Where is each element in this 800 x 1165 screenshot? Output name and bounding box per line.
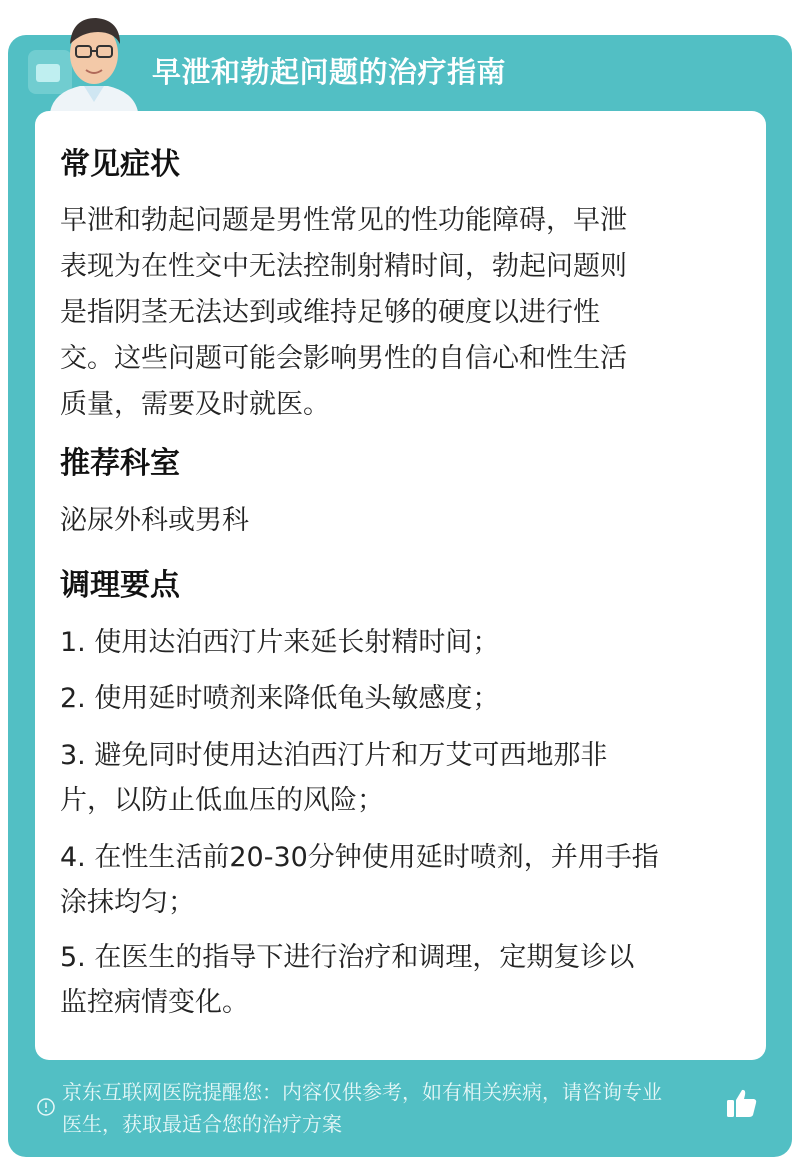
care-item-line: 5. 在医生的指导下进行治疗和调理，定期复诊以 — [60, 942, 635, 973]
care-item-line: 1. 使用达泊西汀片来延长射精时间； — [60, 627, 500, 658]
care-item-line: 4. 在性生活前20-30分钟使用延时喷剂，并用手指 — [60, 842, 659, 873]
care-heading: 调理要点 — [60, 568, 180, 603]
disclaimer — [62, 1076, 727, 1140]
department-heading: 推荐科室 — [60, 446, 180, 481]
care-item-line: 2. 使用延时喷剂来降低龟头敏感度； — [60, 683, 500, 714]
disclaimer-line: 京东互联网医院提醒您：内容仅供参考，如有相关疾病，请咨询专业 — [62, 1080, 662, 1104]
care-item-4 — [60, 835, 740, 925]
care-item-line: 监控病情变化。 — [60, 987, 249, 1018]
care-item-2 — [60, 676, 740, 721]
care-item-3 — [60, 733, 740, 823]
doctor-avatar — [28, 6, 158, 112]
care-item-line: 片，以防止低血压的风险； — [60, 785, 384, 816]
thumbs-up-icon[interactable] — [724, 1085, 760, 1121]
symptoms-line: 交。这些问题可能会影响男性的自信心和性生活 — [60, 343, 627, 374]
symptoms-line: 表现为在性交中无法控制射精时间，勃起问题则 — [60, 251, 627, 282]
symptoms-line: 早泄和勃起问题是男性常见的性功能障碍，早泄 — [60, 205, 627, 236]
care-item-line: 涂抹均匀； — [60, 887, 195, 918]
disclaimer-line: 医生，获取最适合您的治疗方案 — [62, 1112, 342, 1136]
symptoms-line: 是指阴茎无法达到或维持足够的硬度以进行性 — [60, 297, 600, 328]
symptoms-heading: 常见症状 — [60, 147, 180, 182]
care-item-5 — [60, 935, 740, 1025]
info-icon — [36, 1097, 56, 1117]
department-text: 泌尿外科或男科 — [60, 505, 249, 536]
symptoms-text — [60, 198, 730, 428]
care-item-line: 3. 避免同时使用达泊西汀片和万艾可西地那非 — [60, 740, 608, 771]
page-title: 早泄和勃起问题的治疗指南 — [152, 55, 507, 89]
symptoms-line: 质量，需要及时就医。 — [60, 389, 330, 420]
care-item-1 — [60, 620, 740, 665]
